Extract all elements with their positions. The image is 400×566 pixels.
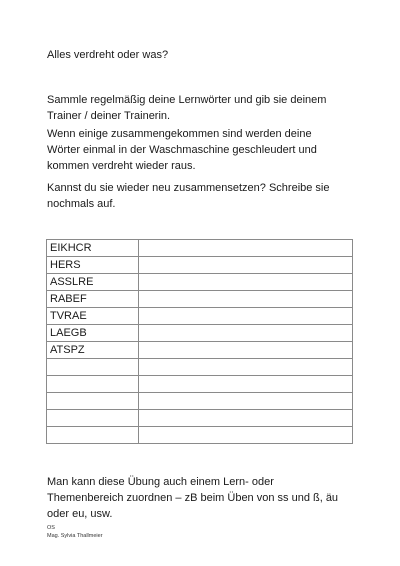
table-row — [47, 274, 353, 291]
scrambled-word-cell: ASSLRE — [47, 274, 139, 291]
footer-author: Mag. Sylvia Thallmeier — [47, 533, 103, 539]
scrambled-word-cell — [47, 359, 139, 376]
answer-cell[interactable] — [139, 359, 353, 376]
worksheet-title: Alles verdreht oder was? — [47, 49, 169, 61]
footer-code: OS — [47, 525, 55, 531]
answer-cell[interactable] — [139, 427, 353, 444]
table-row — [47, 427, 353, 444]
scrambled-word-cell — [47, 393, 139, 410]
answer-cell[interactable] — [139, 342, 353, 359]
scrambled-word-cell — [47, 410, 139, 427]
table-row — [47, 342, 353, 359]
instruction-washing-machine: Wenn einige zusammengekommen sind werden deine Wörter einmal in der Waschmaschine geschleudert und kommen verdreht wieder raus. — [47, 128, 317, 172]
scrambled-word-cell — [47, 427, 139, 444]
scrambled-word-cell: ATSPZ — [47, 342, 139, 359]
word-table — [46, 239, 353, 444]
instruction-collect: Sammle regelmäßig deine Lernwörter und gib sie deinem Trainer / deiner Trainerin. — [47, 94, 327, 122]
scrambled-word-cell: LAEGB — [47, 325, 139, 342]
table-row — [47, 257, 353, 274]
answer-cell[interactable] — [139, 376, 353, 393]
scrambled-word-cell: EIKHCR — [47, 240, 139, 257]
answer-cell[interactable] — [139, 410, 353, 427]
teacher-note: Man kann diese Übung auch einem Lern- oder Themenbereich zuordnen – zB beim Üben von ss und ß, äu oder eu, usw. — [47, 476, 339, 520]
table-row — [47, 359, 353, 376]
scrambled-word-cell: RABEF — [47, 291, 139, 308]
table-row — [47, 410, 353, 427]
table-row — [47, 308, 353, 325]
answer-cell[interactable] — [139, 240, 353, 257]
scrambled-word-cell — [47, 376, 139, 393]
answer-cell[interactable] — [139, 393, 353, 410]
table-row — [47, 376, 353, 393]
answer-cell[interactable] — [139, 257, 353, 274]
table-row — [47, 240, 353, 257]
table-row — [47, 291, 353, 308]
answer-cell[interactable] — [139, 325, 353, 342]
answer-cell[interactable] — [139, 274, 353, 291]
answer-cell[interactable] — [139, 291, 353, 308]
table-row — [47, 325, 353, 342]
answer-cell[interactable] — [139, 308, 353, 325]
instruction-reassemble: Kannst du sie wieder neu zusammensetzen? Schreibe sie nochmals auf. — [47, 182, 330, 210]
scrambled-word-cell: TVRAE — [47, 308, 139, 325]
scrambled-word-cell: HERS — [47, 257, 139, 274]
table-row — [47, 393, 353, 410]
